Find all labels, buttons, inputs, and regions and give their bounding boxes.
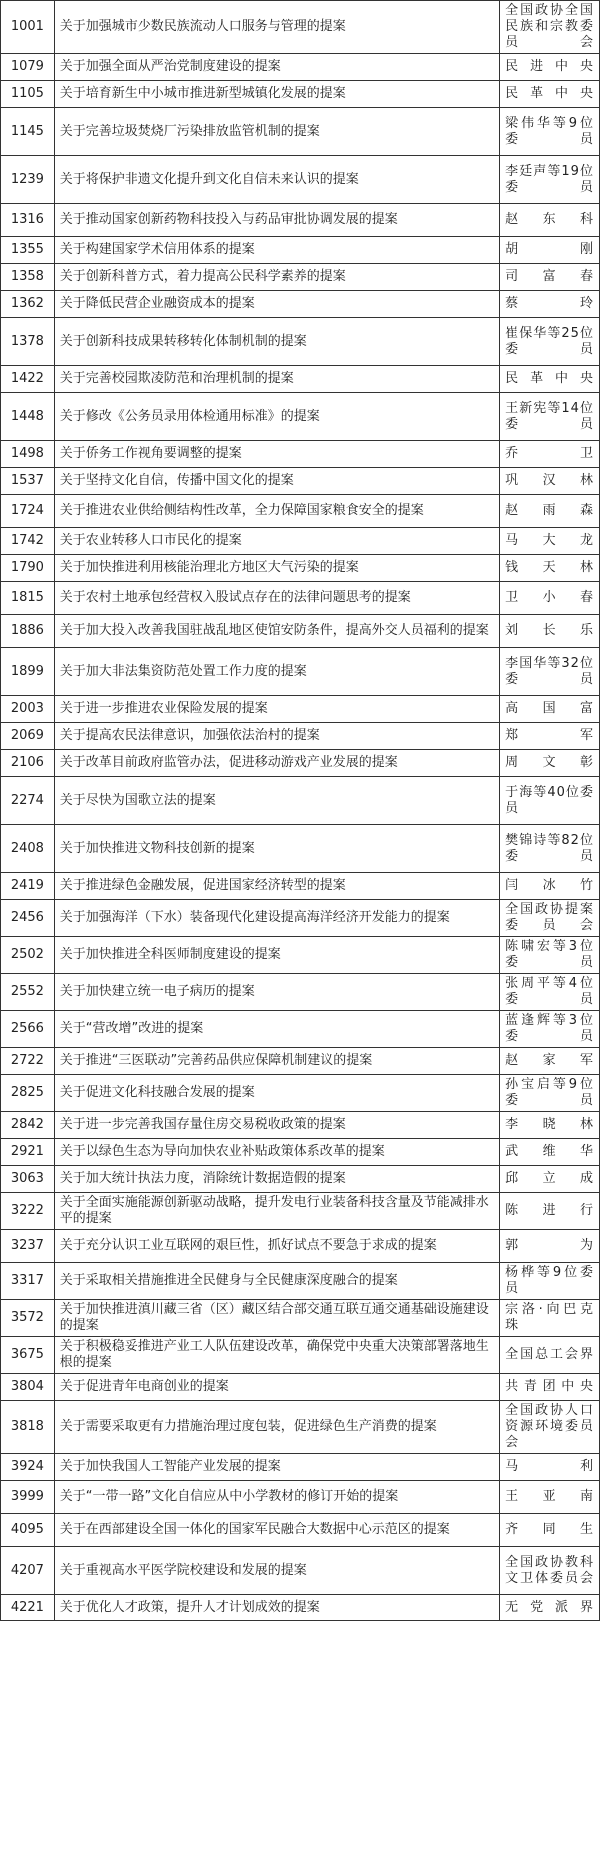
proposal-author-cell: 马大龙 bbox=[500, 528, 600, 555]
proposal-number-cell: 3317 bbox=[1, 1263, 55, 1300]
proposal-number-cell: 2408 bbox=[1, 825, 55, 873]
proposal-title-cell: 关于进一步完善我国存量住房交易税收政策的提案 bbox=[54, 1112, 499, 1139]
proposal-title-cell: 关于推进“三医联动”完善药品供应保障机制建议的提案 bbox=[54, 1048, 499, 1075]
proposal-number-cell: 2003 bbox=[1, 696, 55, 723]
proposal-number-cell: 2825 bbox=[1, 1075, 55, 1112]
proposal-author-cell: 胡刚 bbox=[500, 237, 600, 264]
proposal-title-cell: 关于加快建立统一电子病历的提案 bbox=[54, 974, 499, 1011]
proposal-author-cell: 民进中央 bbox=[500, 54, 600, 81]
proposal-author-cell: 巩汉林 bbox=[500, 468, 600, 495]
table-row bbox=[1, 555, 600, 582]
proposal-author-cell: 民革中央 bbox=[500, 366, 600, 393]
table-row bbox=[1, 1374, 600, 1401]
proposal-author-cell: 全国总工会界 bbox=[500, 1337, 600, 1374]
proposal-author-cell: 乔卫 bbox=[500, 441, 600, 468]
proposal-title-cell: 关于“一带一路”文化自信应从中小学教材的修订开始的提案 bbox=[54, 1481, 499, 1514]
table-row bbox=[1, 495, 600, 528]
proposal-title-cell: 关于培育新生中小城市推进新型城镇化发展的提案 bbox=[54, 81, 499, 108]
proposal-title-cell: 关于农业转移人口市民化的提案 bbox=[54, 528, 499, 555]
table-row bbox=[1, 468, 600, 495]
proposal-title-cell: 关于加大非法集资防范处置工作力度的提案 bbox=[54, 648, 499, 696]
table-row bbox=[1, 582, 600, 615]
table-row bbox=[1, 1, 600, 54]
proposal-title-cell: 关于降低民营企业融资成本的提案 bbox=[54, 291, 499, 318]
proposal-title-cell: 关于推进绿色金融发展，促进国家经济转型的提案 bbox=[54, 873, 499, 900]
proposal-author-cell: 闫冰竹 bbox=[500, 873, 600, 900]
table-row bbox=[1, 204, 600, 237]
table-row bbox=[1, 1263, 600, 1300]
proposal-number-cell: 3063 bbox=[1, 1166, 55, 1193]
proposal-number-cell: 1815 bbox=[1, 582, 55, 615]
table-row bbox=[1, 1547, 600, 1595]
proposal-title-cell: 关于促进文化科技融合发展的提案 bbox=[54, 1075, 499, 1112]
table-row bbox=[1, 264, 600, 291]
proposal-title-cell: 关于尽快为国歌立法的提案 bbox=[54, 777, 499, 825]
table-row bbox=[1, 1166, 600, 1193]
proposal-author-cell: 全国政协提案委员会 bbox=[500, 900, 600, 937]
proposal-author-cell: 周文彰 bbox=[500, 750, 600, 777]
proposal-author-cell: 蓝逢辉等3位委员 bbox=[500, 1011, 600, 1048]
proposal-title-cell: 关于提高农民法律意识，加强依法治村的提案 bbox=[54, 723, 499, 750]
proposal-number-cell: 1362 bbox=[1, 291, 55, 318]
proposal-author-cell: 武维华 bbox=[500, 1139, 600, 1166]
proposal-title-cell: 关于完善校园欺凌防范和治理机制的提案 bbox=[54, 366, 499, 393]
proposal-number-cell: 1790 bbox=[1, 555, 55, 582]
proposal-number-cell: 3572 bbox=[1, 1300, 55, 1337]
proposal-author-cell: 张周平等4位委员 bbox=[500, 974, 600, 1011]
table-row bbox=[1, 1230, 600, 1263]
proposal-number-cell: 2069 bbox=[1, 723, 55, 750]
proposal-title-cell: 关于加大统计执法力度，消除统计数据造假的提案 bbox=[54, 1166, 499, 1193]
proposal-author-cell: 郭为 bbox=[500, 1230, 600, 1263]
proposal-number-cell: 1355 bbox=[1, 237, 55, 264]
table-row bbox=[1, 750, 600, 777]
proposal-author-cell: 无党派界 bbox=[500, 1595, 600, 1621]
proposal-title-cell: 关于完善垃圾焚烧厂污染排放监管机制的提案 bbox=[54, 108, 499, 156]
proposal-title-cell: 关于侨务工作视角要调整的提案 bbox=[54, 441, 499, 468]
proposal-title-cell: 关于改革目前政府监管办法，促进移动游戏产业发展的提案 bbox=[54, 750, 499, 777]
proposal-number-cell: 1105 bbox=[1, 81, 55, 108]
table-row bbox=[1, 615, 600, 648]
proposal-title-cell: 关于优化人才政策，提升人才计划成效的提案 bbox=[54, 1595, 499, 1621]
proposal-number-cell: 2456 bbox=[1, 900, 55, 937]
proposal-number-cell: 2419 bbox=[1, 873, 55, 900]
table-row bbox=[1, 723, 600, 750]
proposal-title-cell: 关于加大投入改善我国驻战乱地区使馆安防条件，提高外交人员福利的提案 bbox=[54, 615, 499, 648]
proposal-number-cell: 1358 bbox=[1, 264, 55, 291]
table-row bbox=[1, 648, 600, 696]
table-row bbox=[1, 1075, 600, 1112]
proposal-number-cell: 2842 bbox=[1, 1112, 55, 1139]
proposal-number-cell: 1724 bbox=[1, 495, 55, 528]
proposal-title-cell: 关于修改《公务员录用体检通用标准》的提案 bbox=[54, 393, 499, 441]
table-row bbox=[1, 1300, 600, 1337]
proposal-title-cell: 关于进一步推进农业保险发展的提案 bbox=[54, 696, 499, 723]
table-row bbox=[1, 237, 600, 264]
proposal-title-cell: 关于采取相关措施推进全民健身与全民健康深度融合的提案 bbox=[54, 1263, 499, 1300]
proposal-author-cell: 郑军 bbox=[500, 723, 600, 750]
proposal-number-cell: 1145 bbox=[1, 108, 55, 156]
table-row bbox=[1, 1337, 600, 1374]
proposal-title-cell: 关于促进青年电商创业的提案 bbox=[54, 1374, 499, 1401]
proposal-author-cell: 共青团中央 bbox=[500, 1374, 600, 1401]
proposal-title-cell: 关于在西部建设全国一体化的国家军民融合大数据中心示范区的提案 bbox=[54, 1514, 499, 1547]
proposal-author-cell: 杨桦等9位委员 bbox=[500, 1263, 600, 1300]
proposal-author-cell: 刘长乐 bbox=[500, 615, 600, 648]
table-row bbox=[1, 1514, 600, 1547]
proposal-title-cell: 关于加强全面从严治党制度建设的提案 bbox=[54, 54, 499, 81]
table-row bbox=[1, 873, 600, 900]
table-row bbox=[1, 81, 600, 108]
proposal-number-cell: 4221 bbox=[1, 1595, 55, 1621]
proposal-author-cell: 全国政协人口资源环境委员会 bbox=[500, 1401, 600, 1454]
table-row bbox=[1, 393, 600, 441]
proposal-title-cell: 关于积极稳妥推进产业工人队伍建设改革，确保党中央重大决策部署落地生根的提案 bbox=[54, 1337, 499, 1374]
proposal-number-cell: 1378 bbox=[1, 318, 55, 366]
proposal-title-cell: 关于构建国家学术信用体系的提案 bbox=[54, 237, 499, 264]
proposal-author-cell: 民革中央 bbox=[500, 81, 600, 108]
table-row bbox=[1, 1112, 600, 1139]
proposal-number-cell: 2921 bbox=[1, 1139, 55, 1166]
table-row bbox=[1, 1595, 600, 1621]
proposal-number-cell: 1422 bbox=[1, 366, 55, 393]
proposal-title-cell: 关于加强城市少数民族流动人口服务与管理的提案 bbox=[54, 1, 499, 54]
proposal-number-cell: 2566 bbox=[1, 1011, 55, 1048]
proposal-author-cell: 马利 bbox=[500, 1454, 600, 1481]
proposal-title-cell: 关于农村土地承包经营权入股试点存在的法律问题思考的提案 bbox=[54, 582, 499, 615]
proposal-number-cell: 1498 bbox=[1, 441, 55, 468]
proposal-title-cell: 关于加快推进全科医师制度建设的提案 bbox=[54, 937, 499, 974]
proposal-author-cell: 赵东科 bbox=[500, 204, 600, 237]
proposal-title-cell: 关于加快我国人工智能产业发展的提案 bbox=[54, 1454, 499, 1481]
proposal-author-cell: 赵雨森 bbox=[500, 495, 600, 528]
proposal-number-cell: 3818 bbox=[1, 1401, 55, 1454]
proposal-number-cell: 1316 bbox=[1, 204, 55, 237]
table-row bbox=[1, 528, 600, 555]
proposal-title-cell: 关于加快推进利用核能治理北方地区大气污染的提案 bbox=[54, 555, 499, 582]
proposal-number-cell: 1742 bbox=[1, 528, 55, 555]
proposal-number-cell: 2106 bbox=[1, 750, 55, 777]
proposal-number-cell: 3924 bbox=[1, 1454, 55, 1481]
proposal-number-cell: 1899 bbox=[1, 648, 55, 696]
table-row bbox=[1, 900, 600, 937]
proposal-author-cell: 王新宪等14位委员 bbox=[500, 393, 600, 441]
table-row bbox=[1, 937, 600, 974]
proposal-author-cell: 全国政协教科文卫体委员会 bbox=[500, 1547, 600, 1595]
table-row bbox=[1, 1011, 600, 1048]
proposal-author-cell: 司富春 bbox=[500, 264, 600, 291]
proposal-number-cell: 2502 bbox=[1, 937, 55, 974]
proposal-author-cell: 高国富 bbox=[500, 696, 600, 723]
table-row bbox=[1, 777, 600, 825]
proposal-number-cell: 3675 bbox=[1, 1337, 55, 1374]
table-row bbox=[1, 825, 600, 873]
proposal-number-cell: 4207 bbox=[1, 1547, 55, 1595]
proposal-author-cell: 孙宝启等9位委员 bbox=[500, 1075, 600, 1112]
proposal-number-cell: 1239 bbox=[1, 156, 55, 204]
table-row bbox=[1, 1454, 600, 1481]
proposal-title-cell: 关于创新科普方式，着力提高公民科学素养的提案 bbox=[54, 264, 499, 291]
proposal-author-cell: 陈进行 bbox=[500, 1193, 600, 1230]
proposal-title-cell: 关于将保护非遗文化提升到文化自信未来认识的提案 bbox=[54, 156, 499, 204]
proposal-author-cell: 齐同生 bbox=[500, 1514, 600, 1547]
proposal-title-cell: 关于推动国家创新药物科技投入与药品审批协调发展的提案 bbox=[54, 204, 499, 237]
proposal-author-cell: 梁伟华等9位委员 bbox=[500, 108, 600, 156]
proposal-title-cell: 关于全面实施能源创新驱动战略，提升发电行业装备科技含量及节能减排水平的提案 bbox=[54, 1193, 499, 1230]
proposal-title-cell: 关于加快推进文物科技创新的提案 bbox=[54, 825, 499, 873]
proposal-title-cell: 关于加强海洋（下水）装备现代化建设提高海洋经济开发能力的提案 bbox=[54, 900, 499, 937]
proposal-author-cell: 钱天林 bbox=[500, 555, 600, 582]
proposal-number-cell: 3804 bbox=[1, 1374, 55, 1401]
proposal-number-cell: 1079 bbox=[1, 54, 55, 81]
proposal-author-cell: 陈啸宏等3位委员 bbox=[500, 937, 600, 974]
proposal-title-cell: 关于“营改增”改进的提案 bbox=[54, 1011, 499, 1048]
table-row bbox=[1, 1401, 600, 1454]
proposal-number-cell: 4095 bbox=[1, 1514, 55, 1547]
table-row bbox=[1, 366, 600, 393]
proposal-author-cell: 卫小春 bbox=[500, 582, 600, 615]
proposal-author-cell: 宗洛·向巴克珠 bbox=[500, 1300, 600, 1337]
proposal-title-cell: 关于充分认识工业互联网的艰巨性，抓好试点不要急于求成的提案 bbox=[54, 1230, 499, 1263]
proposal-author-cell: 崔保华等25位委员 bbox=[500, 318, 600, 366]
proposal-table-body bbox=[1, 1, 600, 1621]
proposal-title-cell: 关于加快推进滇川藏三省（区）藏区结合部交通互联互通交通基础设施建设的提案 bbox=[54, 1300, 499, 1337]
proposal-title-cell: 关于以绿色生态为导向加快农业补贴政策体系改革的提案 bbox=[54, 1139, 499, 1166]
proposal-number-cell: 3237 bbox=[1, 1230, 55, 1263]
proposal-author-cell: 李廷声等19位委员 bbox=[500, 156, 600, 204]
table-row bbox=[1, 1139, 600, 1166]
proposal-number-cell: 2552 bbox=[1, 974, 55, 1011]
proposal-author-cell: 全国政协全国民族和宗教委员会 bbox=[500, 1, 600, 54]
table-row bbox=[1, 1193, 600, 1230]
table-row bbox=[1, 974, 600, 1011]
proposal-author-cell: 于海等40位委员 bbox=[500, 777, 600, 825]
proposal-title-cell: 关于需要采取更有力措施治理过度包装，促进绿色生产消费的提案 bbox=[54, 1401, 499, 1454]
proposal-author-cell: 赵家军 bbox=[500, 1048, 600, 1075]
proposal-number-cell: 1448 bbox=[1, 393, 55, 441]
proposal-author-cell: 李国华等32位委员 bbox=[500, 648, 600, 696]
proposal-author-cell: 邱立成 bbox=[500, 1166, 600, 1193]
proposal-number-cell: 2722 bbox=[1, 1048, 55, 1075]
proposal-title-cell: 关于推进农业供给侧结构性改革，全力保障国家粮食安全的提案 bbox=[54, 495, 499, 528]
proposal-title-cell: 关于重视高水平医学院校建设和发展的提案 bbox=[54, 1547, 499, 1595]
proposal-author-cell: 蔡玲 bbox=[500, 291, 600, 318]
table-row bbox=[1, 54, 600, 81]
table-row bbox=[1, 1481, 600, 1514]
proposal-number-cell: 1001 bbox=[1, 1, 55, 54]
proposal-number-cell: 2274 bbox=[1, 777, 55, 825]
table-row bbox=[1, 441, 600, 468]
table-row bbox=[1, 696, 600, 723]
table-row bbox=[1, 1048, 600, 1075]
table-row bbox=[1, 291, 600, 318]
proposal-number-cell: 3999 bbox=[1, 1481, 55, 1514]
proposal-author-cell: 李晓林 bbox=[500, 1112, 600, 1139]
table-row bbox=[1, 108, 600, 156]
proposal-author-cell: 王亚南 bbox=[500, 1481, 600, 1514]
proposal-author-cell: 樊锦诗等82位委员 bbox=[500, 825, 600, 873]
proposal-title-cell: 关于坚持文化自信，传播中国文化的提案 bbox=[54, 468, 499, 495]
proposal-number-cell: 1886 bbox=[1, 615, 55, 648]
proposal-number-cell: 1537 bbox=[1, 468, 55, 495]
table-row bbox=[1, 156, 600, 204]
table-row bbox=[1, 318, 600, 366]
proposal-number-cell: 3222 bbox=[1, 1193, 55, 1230]
proposal-title-cell: 关于创新科技成果转移转化体制机制的提案 bbox=[54, 318, 499, 366]
